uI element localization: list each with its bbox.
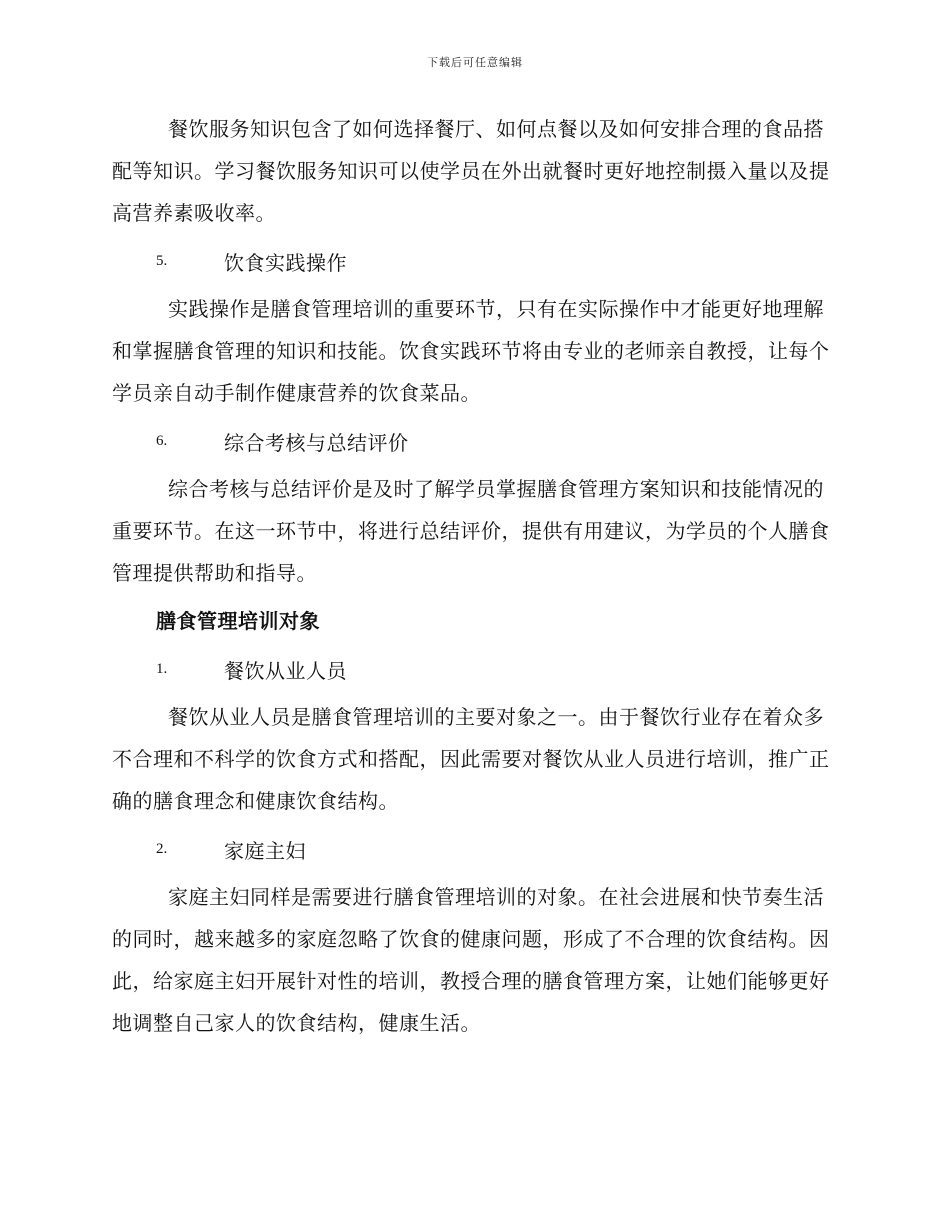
paragraph-housewives: 家庭主妇同样是需要进行膳食管理培训的对象。在社会进展和快节奏生活的同时，越来越多的家庭忽略了饮食的健康问题，形成了不合理的饮食结构。因此，给家庭主妇开展针对性的培训，教授合理的膳食管理方案，让她们能够更好地调整自己家人的饮食结构，健康生活。 bbox=[112, 885, 830, 1035]
list-label: 家庭主妇 bbox=[224, 838, 306, 863]
list-number: 2. bbox=[156, 840, 168, 857]
list-number: 6. bbox=[156, 432, 168, 449]
list-label: 饮食实践操作 bbox=[224, 250, 347, 275]
page-header: 下载后可任意编辑 bbox=[427, 56, 523, 69]
list-number: 1. bbox=[156, 660, 168, 677]
list-item-catering-staff bbox=[112, 648, 840, 690]
document-body bbox=[112, 108, 840, 1044]
list-item-housewives bbox=[112, 828, 840, 870]
list-item-practice bbox=[112, 240, 840, 282]
paragraph-catering-staff: 餐饮从业人员是膳食管理培训的主要对象之一。由于餐饮行业存在着众多不合理和不科学的饮食方式和搭配，因此需要对餐饮从业人员进行培训，推广正确的膳食理念和健康饮食结构。 bbox=[112, 705, 830, 813]
section-heading: 膳食管理培训对象 bbox=[156, 609, 320, 633]
list-number: 5. bbox=[156, 252, 168, 269]
paragraph-assessment: 综合考核与总结评价是及时了解学员掌握膳食管理方案知识和技能情况的重要环节。在这一环节中，将进行总结评价，提供有用建议，为学员的个人膳食管理提供帮助和指导。 bbox=[112, 477, 830, 585]
list-item-assessment bbox=[112, 420, 840, 462]
list-label: 综合考核与总结评价 bbox=[224, 430, 409, 455]
paragraph-practice: 实践操作是膳食管理培训的重要环节，只有在实际操作中才能更好地理解和掌握膳食管理的知识和技能。饮食实践环节将由专业的老师亲自教授，让每个学员亲自动手制作健康营养的饮食菜品。 bbox=[112, 297, 830, 405]
paragraph-dining-service: 餐饮服务知识包含了如何选择餐厅、如何点餐以及如何安排合理的食品搭配等知识。学习餐饮服务知识可以使学员在外出就餐时更好地控制摄入量以及提高营养素吸收率。 bbox=[112, 117, 830, 225]
list-label: 餐饮从业人员 bbox=[224, 658, 347, 683]
